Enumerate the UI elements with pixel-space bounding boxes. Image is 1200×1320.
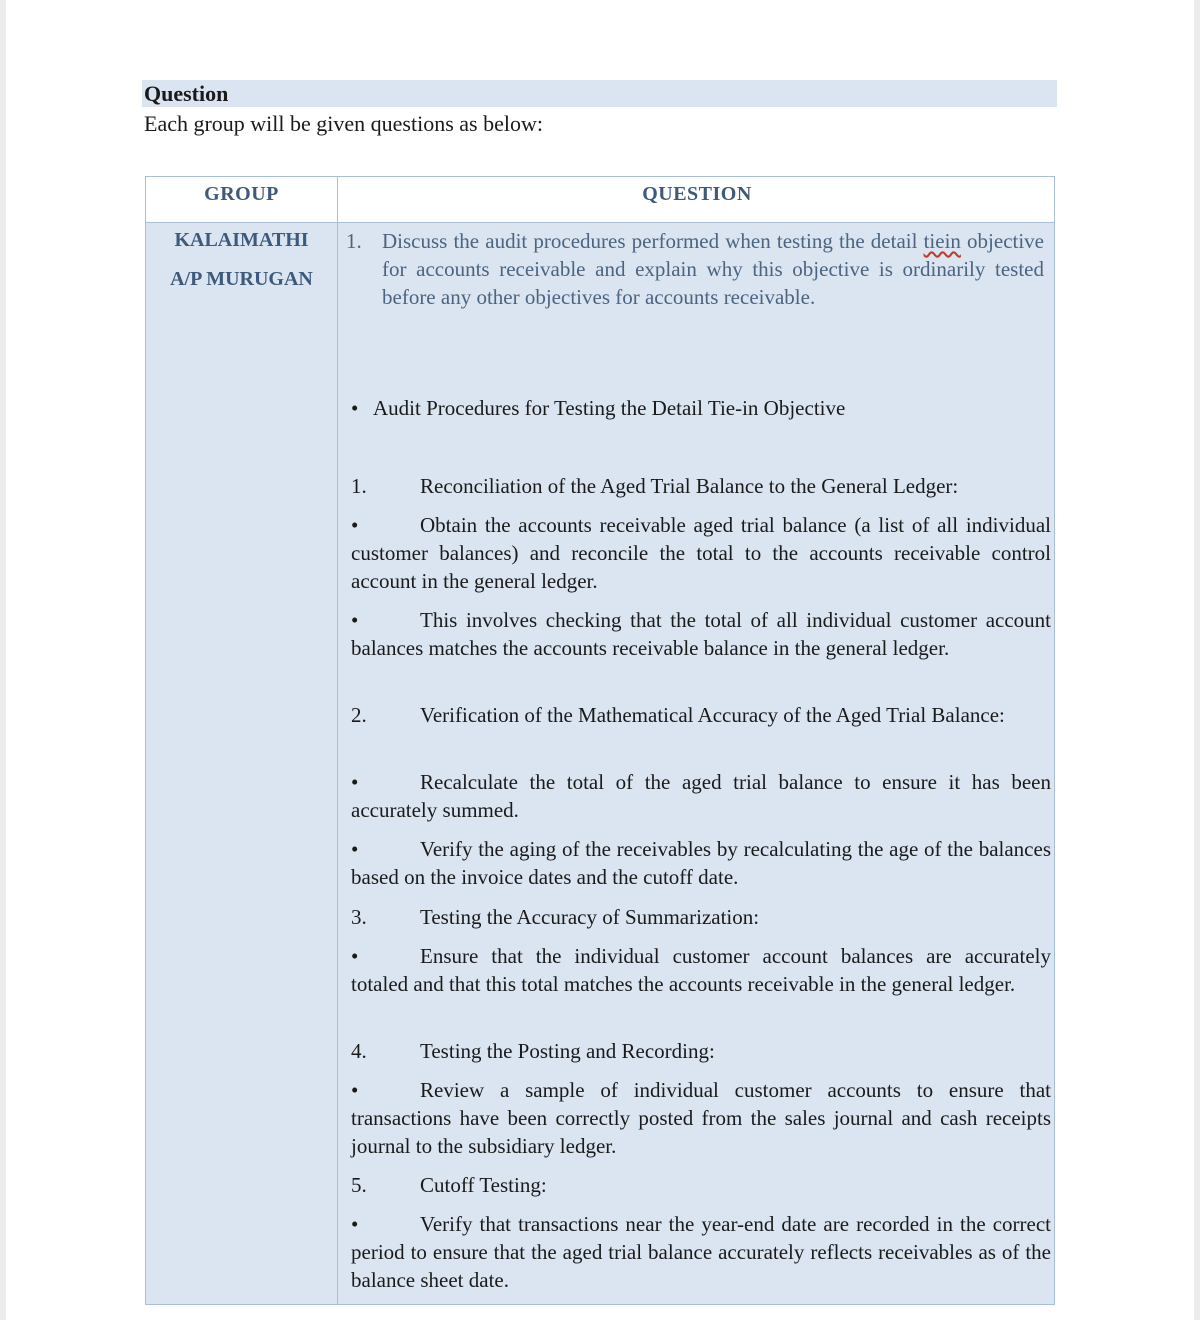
item-text: Verify the aging of the receivables by recalculating the age of the balances based on the invoice dates and the cutoff date. <box>351 837 1051 889</box>
list-item <box>351 942 1051 998</box>
intro-text: Each group will be given questions as below: <box>144 111 543 136</box>
question-text-part-2: objective for accounts receivable and explain why this objective is ordinarily tested before any other objectives for accounts receivable. <box>382 229 1045 309</box>
section-title-text: Audit Procedures for Testing the Detail Tie-in Objective <box>373 396 846 420</box>
question-table <box>145 176 1055 1305</box>
list-item <box>351 1171 1051 1199</box>
item-marker: • <box>351 837 359 861</box>
page-title: Question <box>144 81 229 106</box>
item-marker: 4. <box>351 1039 367 1063</box>
question-item <box>346 227 1045 311</box>
list-item <box>351 606 1051 662</box>
page-edge-right <box>1194 0 1200 1320</box>
item-text: Ensure that the individual customer account balances are accurately totaled and that this total matches the accounts receivable in the general ledger. <box>351 944 1051 996</box>
item-text: Reconciliation of the Aged Trial Balance to the General Ledger: <box>420 474 959 498</box>
item-marker: • <box>351 1212 359 1236</box>
question-text <box>382 227 1044 311</box>
item-text: Testing the Posting and Recording: <box>420 1039 715 1063</box>
header-group: GROUP <box>204 183 279 205</box>
list-item <box>351 1210 1051 1294</box>
section-title <box>351 394 845 422</box>
list-item <box>351 472 1051 500</box>
bullet-icon: • <box>351 396 359 420</box>
item-marker: • <box>351 944 359 968</box>
item-marker: • <box>351 608 359 632</box>
item-text: Obtain the accounts receivable aged trial balance (a list of all individual customer balances) and reconcile the total to the accounts receivable control account in the general ledger. <box>351 513 1051 593</box>
list-item <box>351 1076 1051 1160</box>
item-text: This involves checking that the total of all individual customer account balances matches the accounts receivable balance in the general ledger. <box>351 608 1051 660</box>
question-text-part-1: Discuss the audit procedures performed when testing the detail <box>382 229 924 253</box>
list-item <box>351 903 1051 931</box>
item-marker: 5. <box>351 1173 367 1197</box>
column-divider <box>337 177 338 1304</box>
table-header-row <box>146 177 1054 223</box>
question-number: 1. <box>346 229 362 253</box>
header-question: QUESTION <box>642 183 752 205</box>
misspelled-word: tiein <box>923 229 961 253</box>
list-item <box>351 1037 1051 1065</box>
item-text: Verify that transactions near the year-end date are recorded in the correct period to ensure that the aged trial balance accurately reflects receivables as of the balance sheet date. <box>351 1212 1051 1292</box>
page-edge-left <box>0 0 6 1320</box>
item-marker: 3. <box>351 905 367 929</box>
item-marker: • <box>351 513 359 537</box>
group-name-line-2: A/P MURUGAN <box>170 268 313 290</box>
list-item <box>351 835 1051 891</box>
item-text: Verification of the Mathematical Accuracy of the Aged Trial Balance: <box>420 703 1005 727</box>
list-item <box>351 768 1051 824</box>
list-item <box>351 511 1051 595</box>
item-text: Recalculate the total of the aged trial balance to ensure it has been accurately summed. <box>351 770 1051 822</box>
item-text: Review a sample of individual customer accounts to ensure that transactions have been correctly posted from the sales journal and cash receipts journal to the subsidiary ledger. <box>351 1078 1051 1158</box>
group-name-line-1: KALAIMATHI <box>174 229 309 251</box>
list-item <box>351 701 1051 729</box>
item-marker: 1. <box>351 474 367 498</box>
item-marker: • <box>351 1078 359 1102</box>
item-marker: 2. <box>351 703 367 727</box>
item-text: Cutoff Testing: <box>420 1173 547 1197</box>
item-text: Testing the Accuracy of Summarization: <box>420 905 760 929</box>
item-marker: • <box>351 770 359 794</box>
heading-highlight <box>142 80 1057 107</box>
